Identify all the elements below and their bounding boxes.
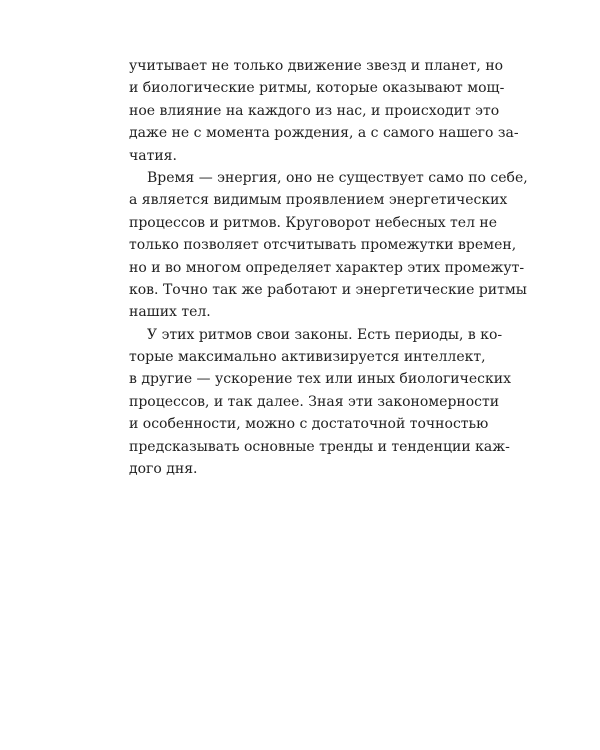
text-line: У этих ритмов свои законы. Есть периоды, в ко-	[147, 326, 503, 343]
text-line: в другие — ускорение тех или иных биологических	[129, 371, 511, 388]
text-line: только позволяет отсчитывать промежутки времен,	[129, 237, 517, 254]
text-line: процессов и ритмов. Круговорот небесных тел не	[129, 214, 498, 231]
text-line: наших тел.	[129, 304, 211, 321]
text-line: и биологические ритмы, которые оказывают мощ-	[129, 80, 505, 97]
text-line: ное влияние на каждого из нас, и происходит это	[129, 102, 500, 119]
text-line: даже не с момента рождения, а с самого нашего за-	[129, 125, 519, 142]
text-line: и особенности, можно с достаточной точностью	[129, 416, 489, 433]
body-text	[129, 55, 528, 480]
text-line: ков. Точно так же работают и энергетические ритмы	[129, 281, 527, 298]
text-line: Время — энергия, оно не существует само по себе,	[147, 169, 528, 186]
text-line: чатия.	[129, 147, 177, 164]
text-line: дого дня.	[129, 461, 198, 478]
text-line: но и во многом определяет характер этих промежут-	[129, 259, 525, 276]
text-line: процессов, и так далее. Зная эти закономерности	[129, 393, 500, 410]
text-line: а является видимым проявлением энергетических	[129, 192, 508, 209]
text-line: предсказывать основные тренды и тенденции каж-	[129, 438, 510, 455]
text-line: учитывает не только движение звезд и планет, но	[129, 58, 504, 74]
text-line: торые максимально активизируется интеллект,	[129, 349, 486, 366]
